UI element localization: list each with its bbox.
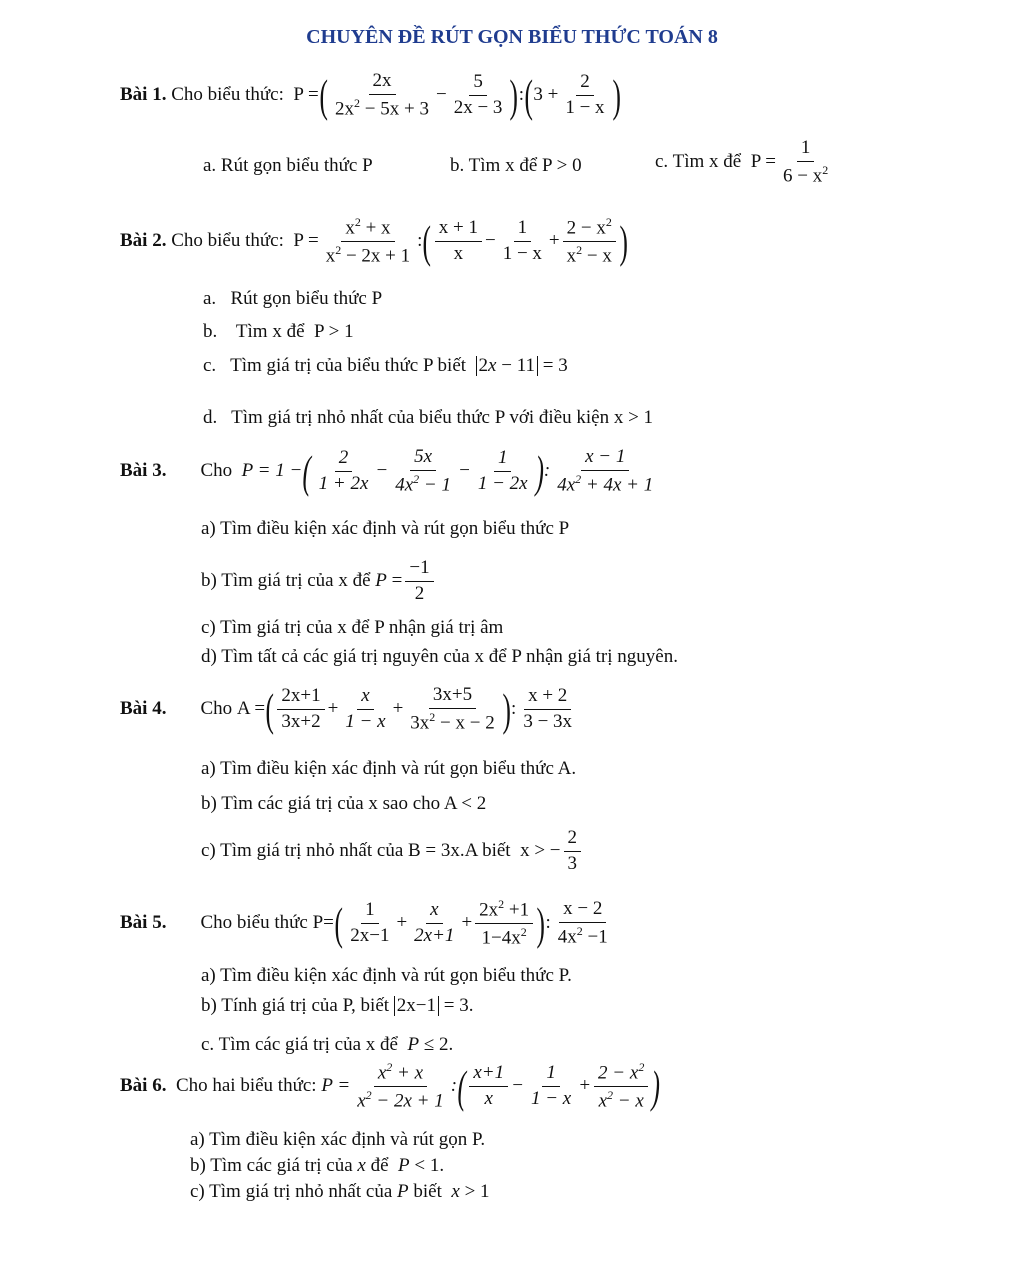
b6-b: b) Tìm các giá trị của x để P < 1. bbox=[190, 1155, 445, 1176]
b5-formula: P= ( $\frac{1}{2x-1}$ + $\frac{x}{2x+1}$ + $\frac{2x^2 +1}{1-4x^2}$ ) : $\frac{x - 2}{4x^2 -1}$ bbox=[312, 897, 608, 950]
b6-c: c) Tìm giá trị nhỏ nhất của P biết x > 1 bbox=[190, 1181, 490, 1202]
b2-formula: P = $\frac{x^2 + x}{x^2 - 2x + 1}$ : ( $\frac{x + 1}{x}$ − $\frac{1}{1 - x}$ + $\frac{2 - x^2}{x^2 - x}$ ) bbox=[293, 215, 628, 268]
b4-c: c) Tìm giá trị nhỏ nhất của B = 3x.A biết x > − $\frac{2}{3}$ bbox=[201, 828, 584, 875]
b3-c: c) Tìm giá trị của x để P nhận giá trị âm bbox=[201, 617, 504, 638]
b3-b: b) Tìm giá trị của x để P = $\frac{-1}{2}$ bbox=[201, 558, 437, 605]
b3-formula: P = 1 − ( $\frac{2}{1 + 2x}$ − $\frac{5x}{4x^2 - 1}$ − $\frac{1}{1 - 2x}$ ) : $\frac{x - 1}{4x^2 + 4x + 1}$ bbox=[241, 445, 654, 497]
b2-c: c. Tìm giá trị của biểu thức P biết 2x − 11 = 3 bbox=[203, 355, 568, 376]
b6-formula: P = $\frac{x^2 + x}{x^2 - 2x + 1}$ : ( $\frac{x+1}{x}$ − $\frac{1}{1 - x}$ + $\frac{2 - x^2}{x^2 - x}$ ) bbox=[321, 1060, 661, 1113]
b2-a: a. Rút gọn biểu thức P bbox=[203, 288, 383, 309]
page-title: CHUYÊN ĐỀ RÚT GỌN BIỂU THỨC TOÁN 8 bbox=[306, 26, 718, 48]
b1-a: a. Rút gọn biểu thức P bbox=[203, 155, 373, 176]
b5-statement: Bài 5. Cho biểu thức P= ( $\frac{1}{2x-1}$ + $\frac{x}{2x+1}$ + $\frac{2x^2 +1}{1-4x^2}$ ) : $\frac{x - 2}{4x^2 -1}$ bbox=[120, 898, 615, 949]
b3-statement: Bài 3. Cho P = 1 − ( $\frac{2}{1 + 2x}$ − $\frac{5x}{4x^2 - 1}$ − $\frac{1}{1 - 2x}$ ) : $\frac{x - 1}{4x^2 + 4x + 1}$ bbox=[120, 447, 660, 496]
b5-b: b) Tính giá trị của P, biết 2x−1 = 3. bbox=[201, 995, 474, 1016]
b2-b: b. Tìm x để P > 1 bbox=[203, 321, 354, 342]
b3-a: a) Tìm điều kiện xác định và rút gọn biểu thức P bbox=[201, 518, 570, 539]
b4-b: b) Tìm các giá trị của x sao cho A < 2 bbox=[201, 793, 487, 814]
b1-formula: P = ( $\frac{2x}{2x^2 - 5x + 3}$ − $\frac{5}{2x - 3}$ ) : ( 3 + $\frac{2}{1 - x}$ ) bbox=[293, 69, 621, 121]
b1-label: Bài 1. bbox=[120, 84, 167, 106]
b3-d: d) Tìm tất cả các giá trị nguyên của x để P nhận giá trị nguyên. bbox=[201, 646, 678, 667]
b2-statement: Bài 2. Cho biểu thức: P = $\frac{x^2 + x}{x^2 - 2x + 1}$ : ( $\frac{x + 1}{x}$ − $\frac{1}{1 - x}$ + $\frac{2 - x^2}{x^2 - x}$ ) bbox=[120, 215, 628, 268]
b1-statement bbox=[120, 71, 621, 120]
b6-a: a) Tìm điều kiện xác định và rút gọn P. bbox=[190, 1129, 486, 1150]
b6-statement: Bài 6. Cho hai biểu thức: P = $\frac{x^2 + x}{x^2 - 2x + 1}$ : ( $\frac{x+1}{x}$ − $\frac{1}{1 - x}$ + $\frac{2 - x^2}{x^2 - x}$ ) bbox=[120, 1060, 661, 1113]
b4-formula: A = ( $\frac{2x+1}{3x+2}$ + $\frac{x}{1 - x}$ + $\frac{3x+5}{3x^2 - x - 2}$ ) : $\frac{x + 2}{3 - 3x}$ bbox=[236, 683, 573, 735]
b4-statement: Bài 4. Cho A = ( $\frac{2x+1}{3x+2}$ + $\frac{x}{1 - x}$ + $\frac{3x+5}{3x^2 - x - 2}$ ) : $\frac{x + 2}{3 - 3x}$ bbox=[120, 685, 579, 734]
b1-intro: Cho biểu thức: bbox=[171, 84, 284, 106]
b5-a: a) Tìm điều kiện xác định và rút gọn biểu thức P. bbox=[201, 965, 572, 986]
b1-c: c. Tìm x để P = $\frac{1}{6 - x^2}$ bbox=[655, 137, 829, 187]
b4-a: a) Tìm điều kiện xác định và rút gọn biểu thức A. bbox=[201, 758, 577, 779]
b5-c: c. Tìm các giá trị của x để P ≤ 2. bbox=[201, 1034, 454, 1055]
b2-d: d. Tìm giá trị nhỏ nhất của biểu thức P với điều kiện x > 1 bbox=[203, 407, 654, 428]
b1-b: b. Tìm x để P > 0 bbox=[450, 155, 582, 176]
